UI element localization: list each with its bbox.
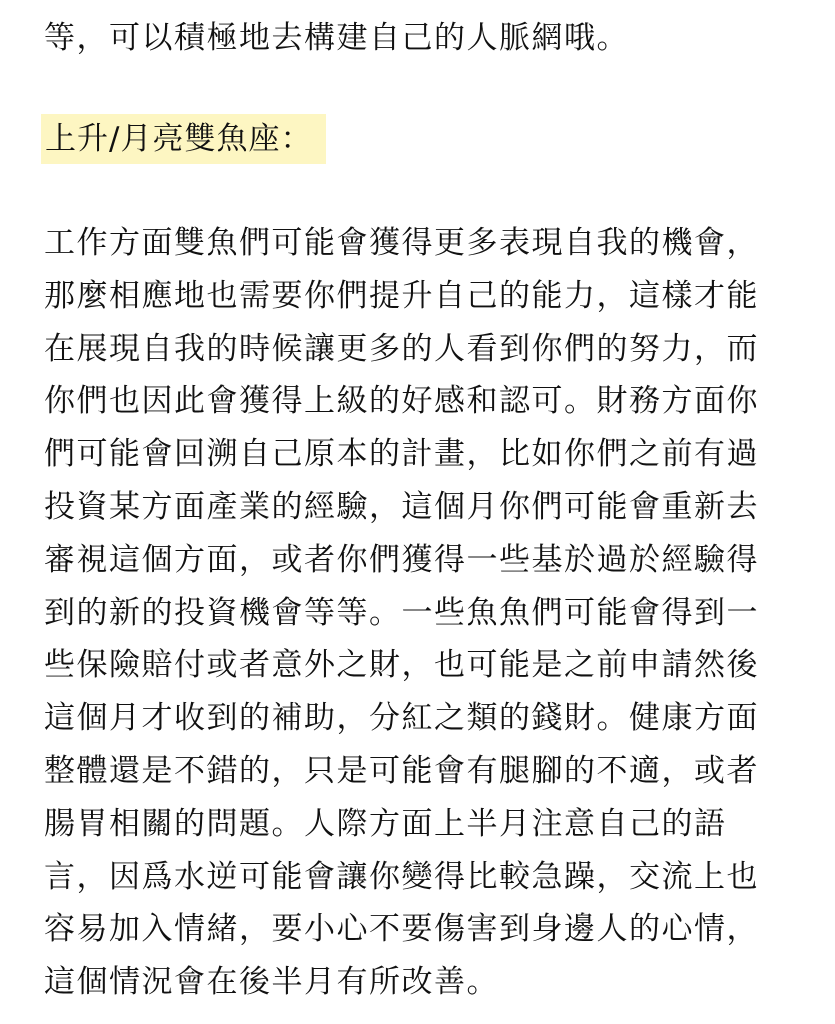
paragraph-line: 那麼相應地也需要你們提升自己的能力，這樣才能 (44, 277, 759, 314)
paragraph-line: 投資某方面產業的經驗，這個月你們可能會重新去 (44, 488, 759, 525)
paragraph-line: 容易加入情緒，要小心不要傷害到身邊人的心情， (44, 911, 759, 948)
paragraph-line: 在展現自我的時候讓更多的人看到你們的努力，而 (44, 330, 759, 367)
paragraph-line: 審視這個方面，或者你們獲得一些基於過於經驗得 (44, 541, 759, 578)
previous-paragraph-ending: 等，可以積極地去構建自己的人脈網哦。 (44, 20, 629, 56)
paragraph-line: 你們也因此會獲得上級的好感和認可。財務方面你 (44, 383, 759, 420)
paragraph-line: 這個情況會在後半月有所改善。 (44, 964, 499, 1001)
paragraph-line: 這個月才收到的補助，分紅之類的錢財。健康方面 (44, 700, 759, 737)
paragraph-line: 腸胃相關的問題。人際方面上半月注意自己的語 (44, 805, 727, 842)
paragraph-line: 言，因爲水逆可能會讓你變得比較急躁，交流上也 (44, 858, 759, 895)
paragraph-line: 工作方面雙魚們可能會獲得更多表現自我的機會， (44, 225, 759, 261)
paragraph-line: 整體還是不錯的，只是可能會有腿腳的不適，或者 (44, 752, 759, 789)
horoscope-paragraph (44, 222, 804, 1014)
paragraph-line: 到的新的投資機會等等。一些魚魚們可能會得到一 (44, 594, 759, 631)
paragraph-line: 們可能會回溯自己原本的計畫，比如你們之前有過 (44, 436, 759, 473)
section-heading-pisces: 上升/月亮雙魚座： (41, 114, 326, 164)
paragraph-line: 些保險賠付或者意外之財，也可能是之前申請然後 (44, 647, 759, 684)
